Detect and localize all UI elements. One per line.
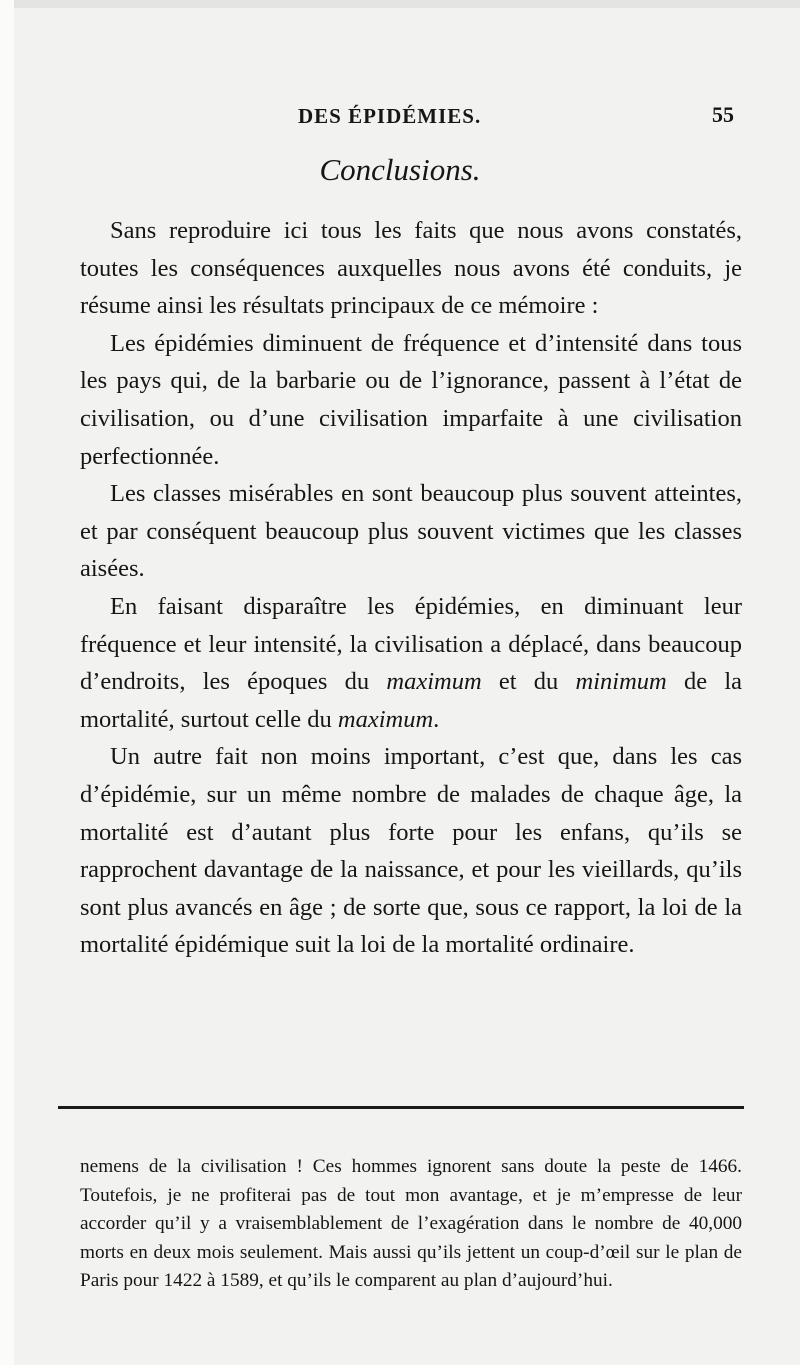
page-number: 55: [712, 102, 734, 127]
body-text: [80, 212, 742, 964]
footnote-text: nemens de la civilisation ! Ces hommes ignorent sans doute la peste de 1466. Toutefois, je ne profiterai pas de tout mon avantage, et je m’empresse de leur accorder qu’il y a vraisemblablement de l’exagération dans le nombre de 40,000 morts en deux mois seulement. Mais aussi qu’ils jettent un coup-d’œil sur le plan de Paris pour 1422 à 1589, et qu’ils le comparent au plan d’aujourd’hui.: [80, 1156, 742, 1292]
text-run: et du: [481, 668, 576, 696]
scan-edge-left: [0, 0, 14, 1365]
text-run: En faisant disparaître les épidémies, en diminuant leur fréquence et leur intensité, la civilisation a déplacé, dans beaucoup d’endroits, les époques du: [80, 592, 742, 696]
page-header: [0, 102, 800, 132]
paragraph: Un autre fait non moins important, c’est que, dans les cas d’épidémie, sur un même nombre de malades de chaque âge, la mortalité est d’autant plus forte pour les enfans, qu’ils se rapprochent davantage de la naissance, et pour les vieillards, qu’ils sont plus avancés en âge ; de sorte que, sous ce rapport, la loi de la mortalité épidémique suit la loi de la mortalité ordinaire.: [80, 743, 742, 959]
footnote: [80, 1153, 742, 1296]
italic-term: maximum: [386, 668, 482, 696]
footnote-separator-rule: [58, 1106, 744, 1109]
paragraph: Sans reproduire ici tous les faits que nous avons constatés, toutes les conséquences auxquelles nous avons été conduits, je résume ainsi les résultats principaux de ce mémoire :: [80, 217, 742, 320]
paragraph: Les épidémies diminuent de fréquence et d’intensité dans tous les pays qui, de la barbarie ou de l’ignorance, passent à l’état de civilisation, ou d’une civilisation imparfaite à une civilisation perfectionnée.: [80, 329, 742, 470]
italic-term: minimum: [575, 668, 667, 696]
italic-term: maximum: [337, 705, 434, 733]
text-run: .: [433, 705, 440, 733]
running-title: DES ÉPIDÉMIES.: [298, 104, 482, 128]
scan-edge-top: [0, 0, 800, 8]
paragraph: [80, 588, 742, 738]
text-run: de la mortalité, surtout celle du: [80, 668, 742, 733]
paragraph: Les classes misérables en sont beaucoup plus souvent atteintes, et par conséquent beaucoup plus souvent victimes que les classes aisées.: [80, 480, 742, 583]
section-title: Conclusions.: [319, 152, 481, 187]
